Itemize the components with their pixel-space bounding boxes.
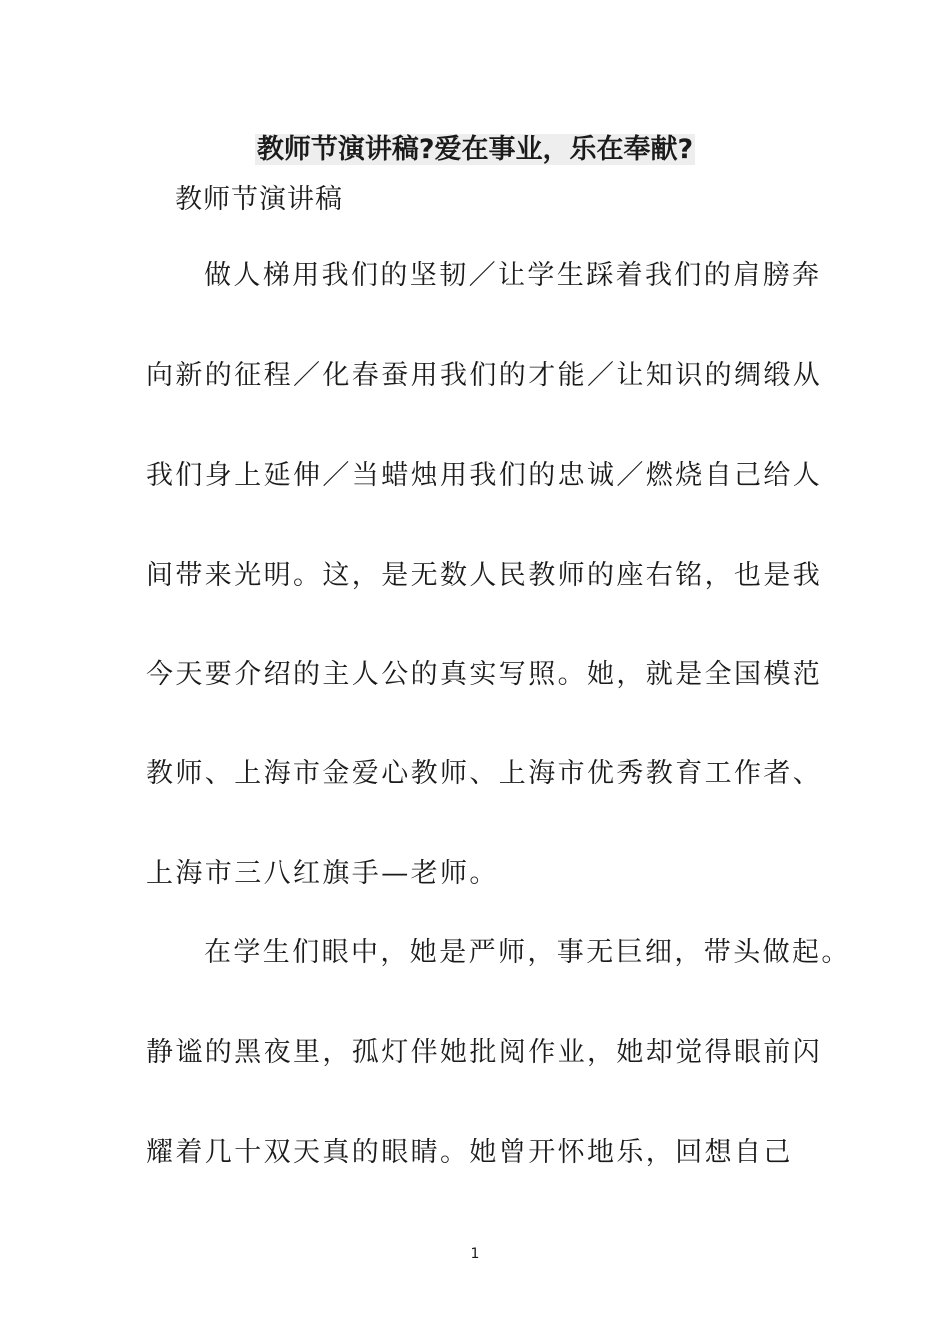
- paragraph-1-line-1: 做人梯用我们的坚韧／让学生踩着我们的肩膀奔: [204, 260, 822, 291]
- page-number: 1: [470, 1246, 480, 1262]
- paragraph-1-line-6: 教师、上海市金爱心教师、上海市优秀教育工作者、: [146, 758, 823, 789]
- paragraph-1-line-3: 我们身上延伸／当蜡烛用我们的忠诚／燃烧自己给人: [146, 460, 823, 491]
- paragraph-2-line-2: 静谧的黑夜里，孤灯伴她批阅作业，她却觉得眼前闪: [146, 1037, 823, 1068]
- paragraph-1-line-7: 上海市三八红旗手—老师。: [146, 858, 499, 889]
- paragraph-2-line-3: 耀着几十双天真的眼睛。她曾开怀地乐，回想自己: [146, 1137, 793, 1168]
- paragraph-1-line-2: 向新的征程／化春蚕用我们的才能／让知识的绸缎从: [146, 360, 823, 391]
- paragraph-2-line-1: 在学生们眼中，她是严师，事无巨细，带头做起。: [204, 937, 851, 968]
- paragraph-1-line-5: 今天要介绍的主人公的真实写照。她，就是全国模范: [146, 659, 823, 690]
- document-subtitle: 教师节演讲稿: [175, 184, 343, 215]
- document-title-text: 教师节演讲稿?爱在事业，乐在奉献?: [256, 134, 694, 165]
- paragraph-1-line-4: 间带来光明。这，是无数人民教师的座右铭，也是我: [146, 560, 823, 591]
- document-title: [0, 128, 950, 172]
